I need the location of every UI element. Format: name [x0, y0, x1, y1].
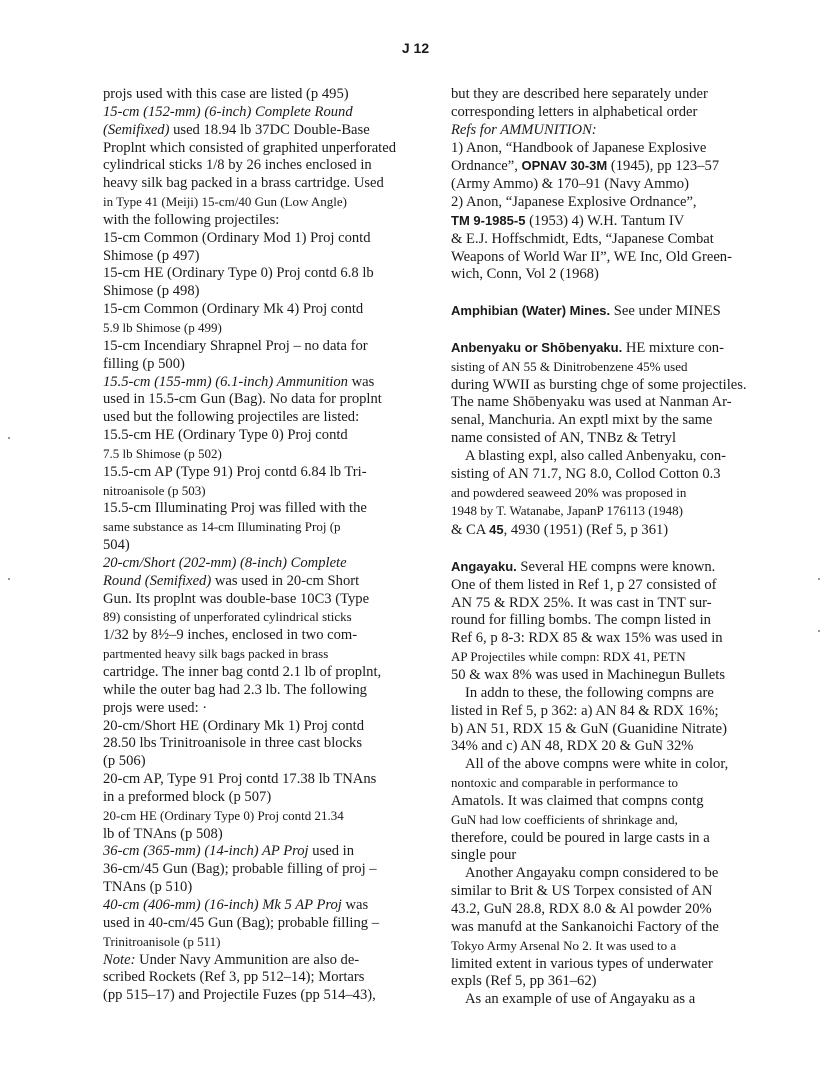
- entry-heading: Angayaku.: [451, 558, 517, 574]
- text-line: [103, 482, 421, 501]
- text-run: As an example of use of Angayaku as a: [465, 991, 696, 1008]
- text-run: One of them listed in Ref 1, p 27 consisted of: [451, 576, 717, 593]
- text-line: [451, 919, 769, 937]
- text-run: during WWII as bursting chge of some projectiles.: [451, 376, 747, 393]
- text-run: 20-cm AP, Type 91 Proj contd 17.38 lb TNAns: [103, 771, 377, 788]
- text-line: [103, 500, 421, 518]
- text-run: Another Angayaku compn considered to be: [465, 865, 719, 882]
- text-run: Weapons of World War II”, WE Inc, Old Green-: [451, 248, 732, 265]
- text-line: [103, 248, 421, 266]
- scan-speck: [818, 578, 820, 580]
- text-line: [451, 738, 769, 756]
- text-line: [451, 883, 769, 901]
- text-run: (1945), pp 123–57: [607, 158, 720, 175]
- text-line: [103, 427, 421, 445]
- text-run: heavy silk bag packed in a brass cartridge. Used: [103, 175, 384, 192]
- right-column: [451, 86, 769, 1009]
- text-run: wich, Conn, Vol 2 (1968): [451, 266, 599, 283]
- scan-speck: [8, 437, 10, 439]
- text-run: (p 506): [103, 753, 146, 770]
- text-run: 20-cm/Short HE (Ordinary Mk 1) Proj contd: [103, 717, 365, 734]
- text-line: [451, 502, 769, 521]
- text-run: 15-cm Common (Ordinary Mod 1) Proj contd: [103, 229, 371, 246]
- text-run: lb of TNAns (p 508): [103, 825, 223, 842]
- text-run: corresponding letters in alphabetical order: [451, 103, 698, 120]
- text-run: GuN had low coefficients of shrinkage and,: [451, 811, 678, 827]
- text-run: Trinitroanisole (p 511): [103, 933, 221, 949]
- text-line: [451, 358, 769, 377]
- text-run: was: [347, 373, 375, 390]
- text-line: [451, 991, 769, 1009]
- text-line: [451, 774, 769, 793]
- text-line: [451, 973, 769, 991]
- text-line: [451, 448, 769, 466]
- text-line: [103, 86, 421, 104]
- text-run: round for filling bombs. The compn listed in: [451, 612, 711, 629]
- text-run: 2) Anon, “Japanese Explosive Ordnance”,: [451, 194, 697, 211]
- text-run: in Type 41 (Meiji) 15-cm/40 Gun (Low Angle): [103, 194, 348, 210]
- text-run: Shimose (p 497): [103, 247, 200, 264]
- text-line: [451, 937, 769, 956]
- text-line: [103, 374, 421, 392]
- text-line: [103, 735, 421, 753]
- text-run: (Army Ammo) & 170–91 (Navy Ammo): [451, 176, 689, 193]
- text-run: See under MINES: [610, 303, 721, 320]
- text-line: [451, 212, 769, 231]
- text-line: [103, 952, 421, 970]
- text-run: 15.5-cm AP (Type 91) Proj contd 6.84 lb Tri-: [103, 463, 367, 480]
- text-run: b) AN 51, RDX 15 & GuN (Guanidine Nitrate): [451, 720, 728, 737]
- text-line: [451, 104, 769, 122]
- text-line: [451, 377, 769, 395]
- text-line: [451, 231, 769, 249]
- text-run: AN 75 & RDX 25%. It was cast in TNT sur-: [451, 594, 712, 611]
- text-run: name consisted of AN, TNBz & Tetryl: [451, 430, 677, 447]
- text-run: used in: [308, 843, 355, 860]
- text-line: [103, 445, 421, 464]
- text-line: [451, 484, 769, 503]
- text-line: [451, 249, 769, 267]
- scan-speck: [8, 578, 10, 580]
- text-run: in a preformed block (p 507): [103, 788, 272, 805]
- text-line: [103, 664, 421, 682]
- text-run: cartridge. The inner bag contd 2.1 lb of proplnt,: [103, 664, 382, 680]
- text-line: [103, 555, 421, 573]
- text-run: All of the above compns were white in color,: [465, 756, 729, 773]
- text-line: [451, 847, 769, 865]
- text-run: & CA: [451, 522, 490, 539]
- text-line: [103, 157, 421, 175]
- text-line: [103, 193, 421, 212]
- text-run: Shimose (p 498): [103, 283, 200, 300]
- text-line: [451, 630, 769, 648]
- paragraph-gap: [451, 540, 769, 558]
- text-line: [451, 140, 769, 158]
- left-column: [103, 86, 421, 1005]
- text-run: partmented heavy silk bags packed in brass: [103, 646, 329, 662]
- text-line: [103, 537, 421, 555]
- text-line: [103, 573, 421, 591]
- text-run: 43.2, GuN 28.8, RDX 8.0 & Al powder 20%: [451, 900, 712, 917]
- text-line: [103, 682, 421, 700]
- text-line: [451, 521, 769, 540]
- text-run: (Semifixed): [103, 121, 170, 138]
- text-run: nitroanisole (p 503): [103, 482, 206, 498]
- text-line: [103, 391, 421, 409]
- text-run: (pp 515–17) and Projectile Fuzes (pp 514–43),: [103, 987, 376, 1004]
- text-run: projs were used: ·: [103, 699, 208, 716]
- text-line: [103, 591, 421, 609]
- text-run: Under Navy Ammunition are also de-: [135, 951, 360, 968]
- text-line: [103, 897, 421, 915]
- text-line: [103, 319, 421, 338]
- text-line: [451, 266, 769, 284]
- text-line: [103, 608, 421, 627]
- text-line: [451, 339, 769, 358]
- text-run: 34% and c) AN 48, RDX 20 & GuN 32%: [451, 738, 694, 755]
- text-line: [451, 466, 769, 484]
- text-run: The name Shōbenyaku was used at Nanman Ar-: [451, 394, 732, 411]
- text-run: but they are described here separately under: [451, 86, 708, 102]
- text-run: 1948 by T. Watanabe, JapanP 176113 (1948): [451, 503, 683, 519]
- text-line: [103, 826, 421, 844]
- text-run: Several HE compns were known.: [516, 558, 716, 575]
- text-run: 89) consisting of unperforated cylindrical sticks: [103, 609, 352, 625]
- text-line: [451, 577, 769, 595]
- text-run: used in 40-cm/45 Gun (Bag); probable filling –: [103, 914, 380, 931]
- text-line: [103, 807, 421, 826]
- text-line: [451, 122, 769, 140]
- text-run: limited extent in various types of underwater: [451, 955, 713, 972]
- text-line: [451, 412, 769, 430]
- text-run: 5.9 lb Shimose (p 499): [103, 319, 222, 335]
- text-line: [451, 667, 769, 685]
- text-line: [103, 356, 421, 374]
- text-line: [451, 648, 769, 667]
- text-line: [451, 685, 769, 703]
- text-line: [103, 915, 421, 933]
- text-run: 15.5-cm (155-mm) (6.1-inch) Ammunition: [103, 373, 348, 390]
- text-run: & E.J. Hoffschmidt, Edts, “Japanese Combat: [451, 230, 714, 247]
- text-run: Ref 6, p 8-3: RDX 85 & wax 15% was used in: [451, 630, 723, 647]
- text-run: 28.50 lbs Trinitroanisole in three cast blocks: [103, 735, 363, 752]
- text-run: 504): [103, 537, 130, 554]
- text-line: [103, 283, 421, 301]
- text-run: Proplnt which consisted of graphited unperforated: [103, 139, 397, 156]
- text-line: [451, 721, 769, 739]
- text-run: A blasting expl, also called Anbenyaku, con-: [465, 447, 727, 464]
- text-run: 50 & wax 8% was used in Machinegun Bullets: [451, 667, 725, 683]
- text-run: 20-cm HE (Ordinary Type 0) Proj contd 21.34: [103, 807, 344, 823]
- text-line: [451, 865, 769, 883]
- text-line: [451, 830, 769, 848]
- text-line: [103, 301, 421, 319]
- text-line: [451, 811, 769, 830]
- page-number: J 12: [401, 40, 430, 56]
- text-run: 1/32 by 8½–9 inches, enclosed in two com-: [103, 627, 358, 644]
- text-run: 40-cm (406-mm) (16-inch) Mk 5 AP Proj: [103, 896, 342, 913]
- text-line: [451, 793, 769, 811]
- text-line: [103, 464, 421, 482]
- paragraph-gap: [451, 284, 769, 302]
- text-run: 36-cm (365-mm) (14-inch) AP Proj: [103, 843, 309, 860]
- text-run: 1) Anon, “Handbook of Japanese Explosive: [451, 139, 707, 156]
- text-run: 15-cm HE (Ordinary Type 0) Proj contd 6.8 lb: [103, 265, 374, 282]
- text-line: [103, 140, 421, 158]
- text-line: [451, 956, 769, 974]
- text-line: [451, 558, 769, 577]
- text-line: [451, 756, 769, 774]
- text-line: [103, 771, 421, 789]
- text-line: [103, 409, 421, 427]
- text-line: [103, 969, 421, 987]
- text-line: [451, 157, 769, 176]
- paragraph-gap: [451, 321, 769, 339]
- text-run: (1953) 4) W.H. Tantum IV: [525, 212, 685, 229]
- text-run: was manufd at the Sankanoichi Factory of the: [451, 918, 719, 935]
- text-line: [103, 718, 421, 736]
- text-line: [451, 703, 769, 721]
- text-run: HE mixture con-: [622, 339, 724, 356]
- text-line: [451, 394, 769, 412]
- text-line: [103, 789, 421, 807]
- text-line: [103, 230, 421, 248]
- text-run: 20-cm/Short (202-mm) (8-inch) Complete: [103, 554, 347, 571]
- text-run: Refs for AMMUNITION:: [451, 121, 597, 138]
- text-run: used but the following projectiles are listed:: [103, 409, 360, 426]
- entry-heading: Amphibian (Water) Mines.: [451, 303, 611, 319]
- text-run: expls (Ref 5, pp 361–62): [451, 973, 597, 990]
- text-run: while the outer bag had 2.3 lb. The following: [103, 681, 367, 698]
- text-run: AP Projectiles while compn: RDX 41, PETN: [451, 649, 686, 665]
- text-run: Gun. Its proplnt was double-base 10C3 (Type: [103, 590, 370, 607]
- text-line: [103, 627, 421, 645]
- text-run: used 18.94 lb 37DC Double-Base: [169, 121, 370, 138]
- text-run: similar to Brit & US Torpex consisted of AN: [451, 883, 713, 900]
- text-run: projs used with this case are listed (p 495): [103, 86, 349, 102]
- text-run: In addn to these, the following compns are: [465, 684, 714, 701]
- text-line: [103, 933, 421, 952]
- text-run: TNAns (p 510): [103, 879, 193, 896]
- text-run: listed in Ref 5, p 362: a) AN 84 & RDX 16%;: [451, 702, 719, 719]
- text-run: sisting of AN 55 & Dinitrobenzene 45% used: [451, 358, 688, 374]
- text-run: and powdered seaweed 20% was proposed in: [451, 484, 687, 500]
- text-line: [103, 265, 421, 283]
- text-run: was: [341, 896, 369, 913]
- text-line: [103, 175, 421, 193]
- text-line: [451, 430, 769, 448]
- text-line: [103, 338, 421, 356]
- text-run: Ordnance”,: [451, 158, 522, 175]
- text-line: [103, 843, 421, 861]
- text-run: 15-cm (152-mm) (6-inch) Complete Round: [103, 103, 353, 120]
- text-line: [451, 86, 769, 104]
- text-run: OPNAV 30-3M: [521, 158, 608, 174]
- text-run: nontoxic and comparable in performance to: [451, 775, 679, 791]
- text-line: [103, 212, 421, 230]
- text-line: [103, 987, 421, 1005]
- text-run: same substance as 14-cm Illuminating Proj (p: [103, 519, 341, 535]
- text-run: , 4930 (1951) (Ref 5, p 361): [503, 522, 669, 539]
- text-line: [451, 302, 769, 321]
- text-run: Tokyo Army Arsenal No 2. It was used to a: [451, 937, 677, 953]
- text-run: 15.5-cm HE (Ordinary Type 0) Proj contd: [103, 427, 348, 444]
- text-line: [451, 595, 769, 613]
- text-run: used in 15.5-cm Gun (Bag). No data for proplnt: [103, 391, 382, 408]
- text-run: 36-cm/45 Gun (Bag); probable filling of proj –: [103, 861, 377, 878]
- text-run: 15-cm Common (Ordinary Mk 4) Proj contd: [103, 301, 364, 318]
- text-line: [451, 612, 769, 630]
- text-run: cylindrical sticks 1/8 by 26 inches enclosed in: [103, 157, 372, 174]
- text-run: scribed Rockets (Ref 3, pp 512–14); Mortars: [103, 969, 365, 986]
- text-run: sisting of AN 71.7, NG 8.0, Collod Cotton 0.3: [451, 465, 721, 482]
- text-line: [103, 879, 421, 897]
- text-run: TM 9-1985-5: [451, 212, 526, 228]
- text-run: 7.5 lb Shimose (p 502): [103, 445, 222, 461]
- text-run: was used in 20-cm Short: [211, 572, 360, 589]
- text-run: Amatols. It was claimed that compns contg: [451, 792, 704, 809]
- text-run: 15-cm Incendiary Shrapnel Proj – no data for: [103, 337, 368, 354]
- text-line: [103, 861, 421, 879]
- text-run: Round (Semifixed): [103, 572, 212, 589]
- text-line: [103, 518, 421, 537]
- text-line: [103, 122, 421, 140]
- text-line: [451, 176, 769, 194]
- text-line: [451, 194, 769, 212]
- text-run: 45: [489, 522, 504, 538]
- text-line: [451, 901, 769, 919]
- text-run: single pour: [451, 847, 517, 864]
- text-run: with the following projectiles:: [103, 211, 280, 228]
- text-line: [103, 645, 421, 664]
- text-line: [103, 104, 421, 122]
- text-line: [103, 753, 421, 771]
- text-run: therefore, could be poured in large casts in a: [451, 829, 710, 846]
- text-run: Note:: [103, 951, 136, 968]
- text-line: [103, 700, 421, 718]
- text-run: filling (p 500): [103, 355, 185, 372]
- text-run: 15.5-cm Illuminating Proj was filled with the: [103, 500, 367, 517]
- text-run: senal, Manchuria. An exptl mixt by the same: [451, 412, 713, 429]
- scan-speck: [818, 630, 820, 632]
- entry-heading: Anbenyaku or Shōbenyaku.: [451, 339, 623, 355]
